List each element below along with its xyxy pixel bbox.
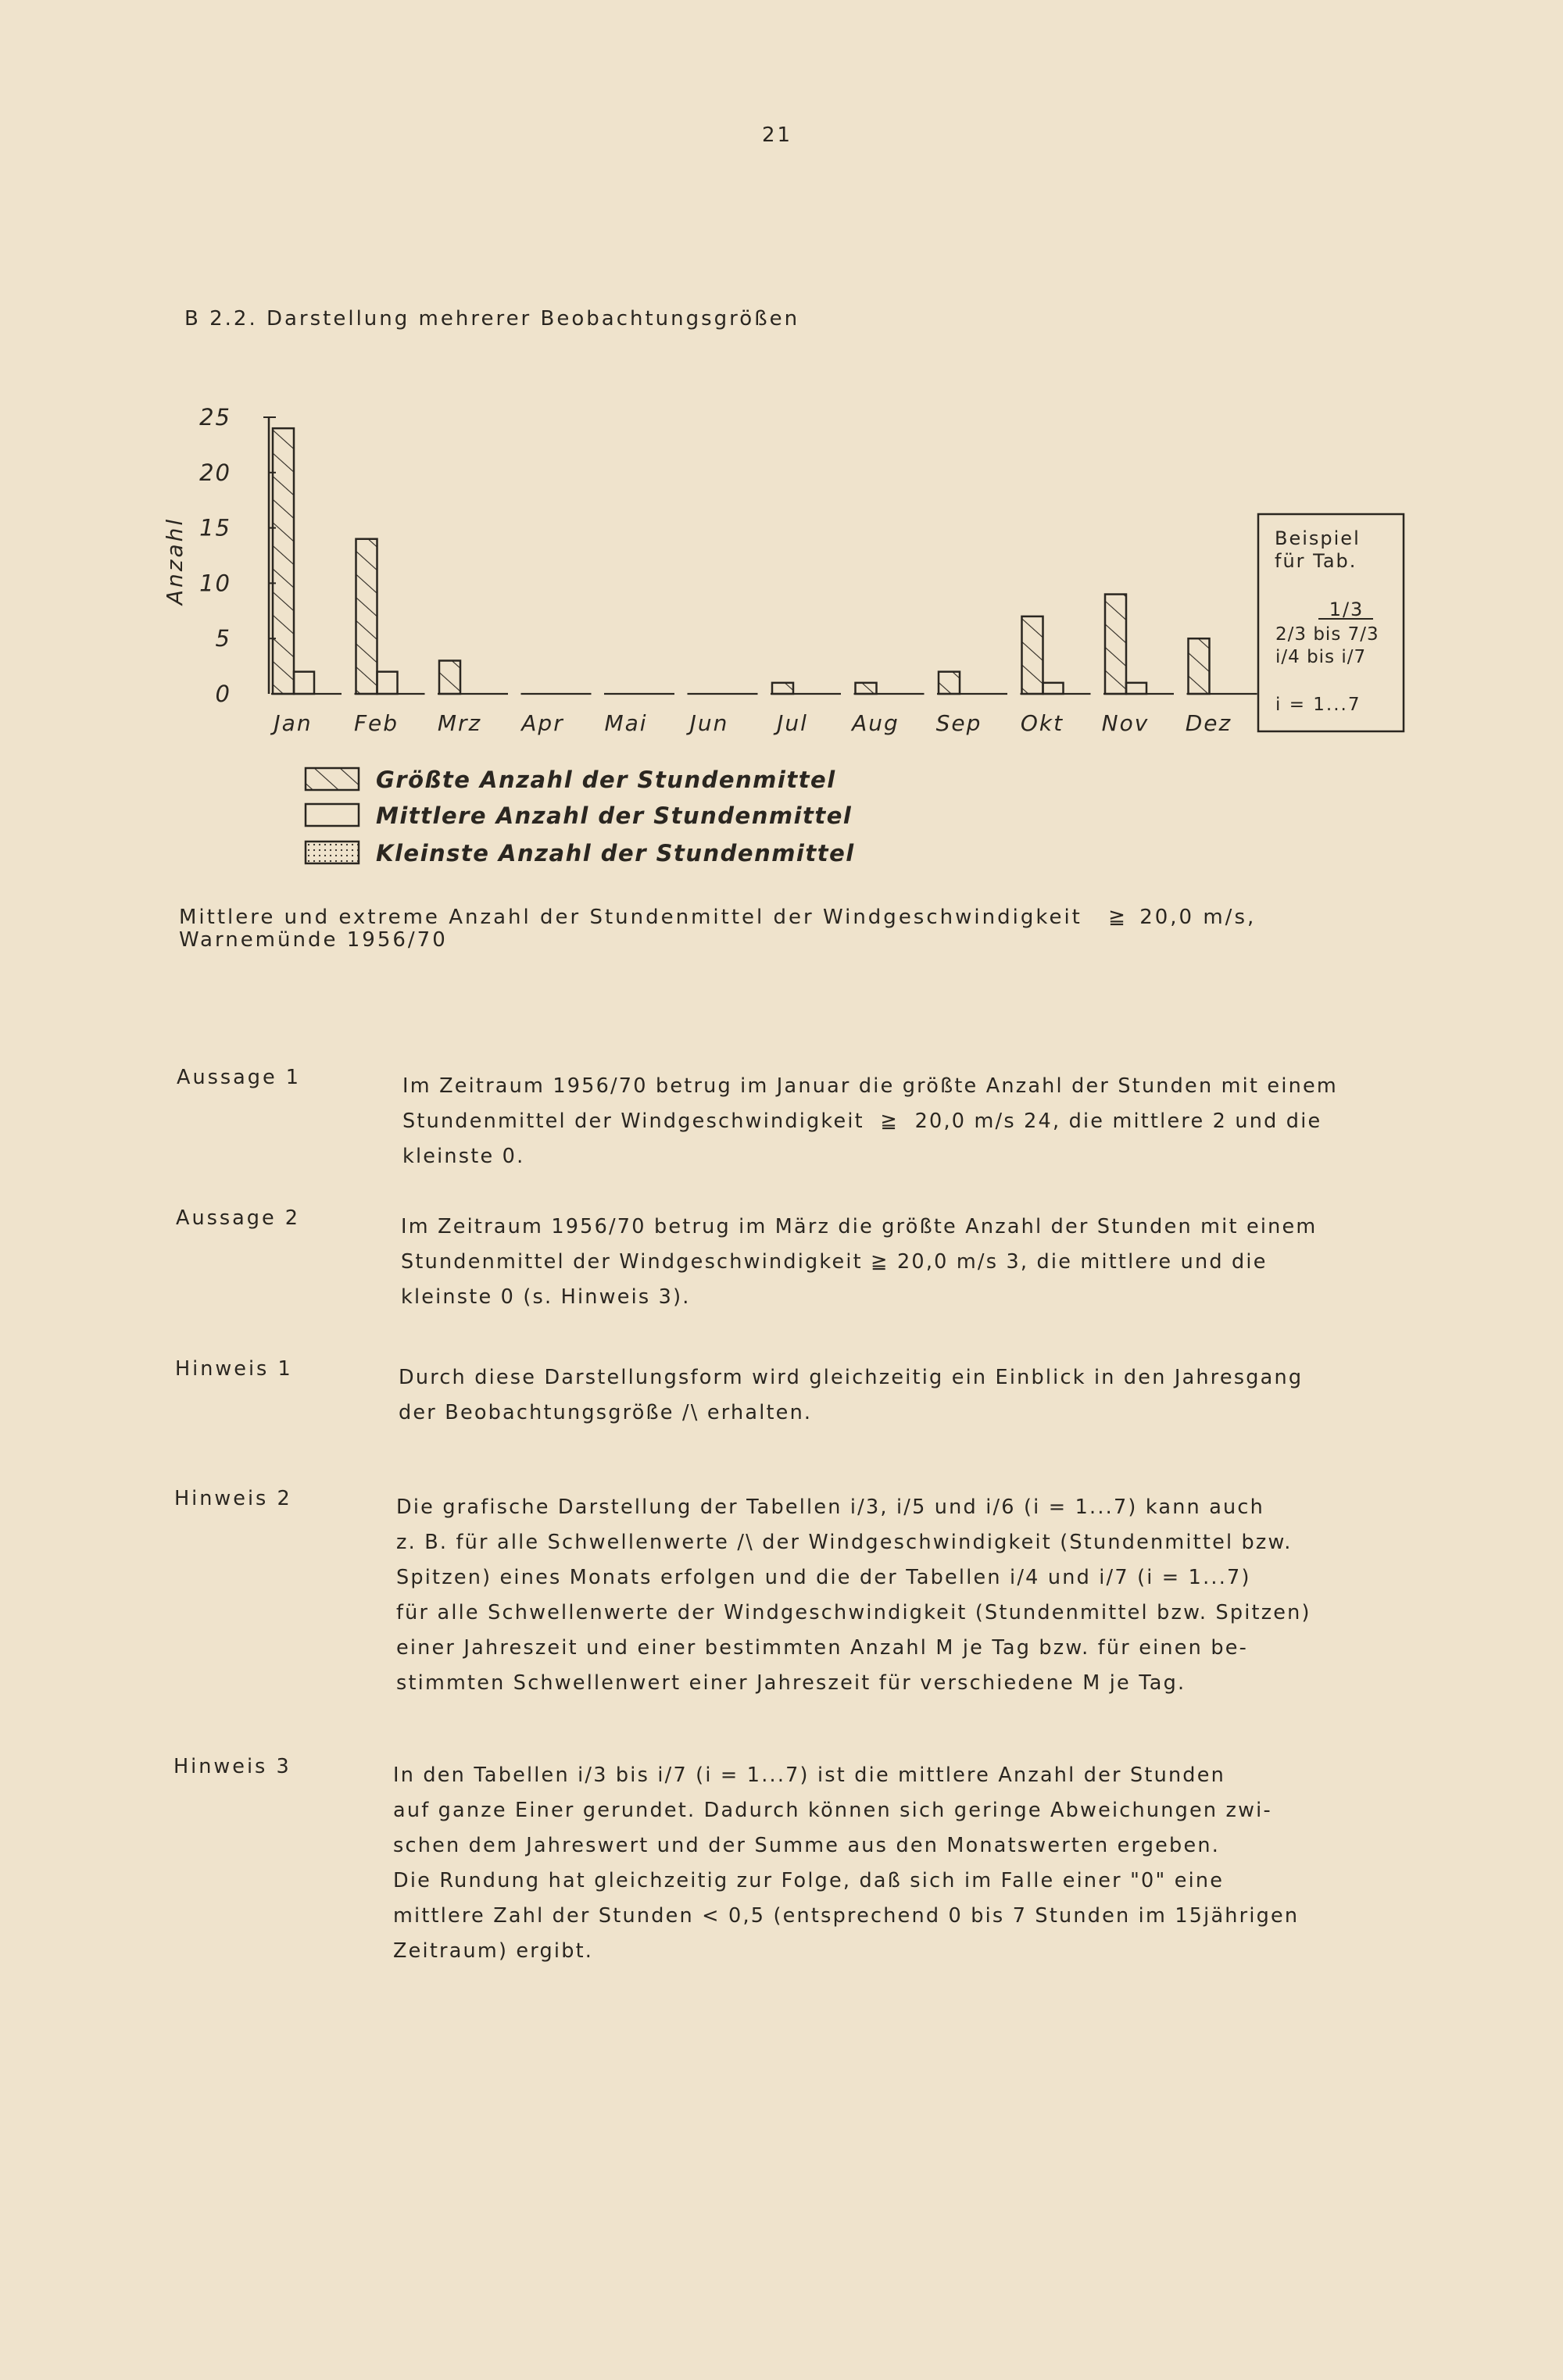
figure-caption-line-1 — [179, 906, 1256, 929]
x-tick-label: Jan — [274, 710, 313, 736]
item-text — [401, 1210, 1317, 1315]
item-text-line: Im Zeitraum 1956/70 betrug im Januar die größte Anzahl der Stunden mit einem — [402, 1074, 1338, 1098]
example-box-line: i/4 bis i/7 — [1275, 647, 1367, 667]
example-box-line: 1/3 — [1329, 599, 1364, 620]
bar-max-okt — [1022, 616, 1043, 694]
item-text-line: kleinste 0. — [402, 1145, 525, 1168]
bar-mean-okt — [1043, 683, 1064, 694]
example-box-line: Beispiel — [1275, 527, 1361, 549]
item-text-line: Die grafische Darstellung der Tabellen i/3, i/5 und i/6 (i = 1...7) kann auch — [396, 1496, 1264, 1519]
legend-swatch — [306, 768, 359, 790]
y-tick-label: 20 — [199, 459, 231, 486]
item-text-line: Durch diese Darstellungsform wird gleichzeitig ein Einblick in den Jahresgang — [399, 1366, 1304, 1389]
item-text-line: Spitzen) eines Monats erfolgen und die der Tabellen i/4 und i/7 (i = 1...7) — [396, 1566, 1251, 1589]
legend-swatch — [306, 842, 359, 863]
item-label: Hinweis 2 — [174, 1487, 292, 1510]
caption-text: Mittlere und extreme Anzahl der Stundenmittel der Windgeschwindigkeit — [179, 906, 1082, 929]
item-text — [402, 1069, 1338, 1174]
x-tick-label: Apr — [521, 710, 564, 736]
y-tick-label: 0 — [215, 681, 231, 707]
x-tick-label: Jul — [777, 710, 808, 736]
x-tick-label: Feb — [353, 710, 399, 736]
item-text-line: der Beobachtungsgröße /\ erhalten. — [399, 1401, 813, 1424]
example-box-line: 2/3 bis 7/3 — [1275, 624, 1379, 645]
y-tick-label: 5 — [215, 625, 231, 652]
x-tick-label: Mrz — [437, 710, 482, 736]
item-text — [396, 1490, 1311, 1701]
x-tick-label: Jun — [689, 710, 729, 736]
bar-mean-jan — [294, 672, 314, 694]
y-tick-label: 25 — [199, 404, 231, 431]
item-text-line: auf ganze Einer gerundet. Dadurch können sich geringe Abweichungen zwi- — [393, 1799, 1272, 1822]
item-text-line: Zeitraum) ergibt. — [393, 1939, 594, 1963]
legend-label: Größte Anzahl der Stundenmittel — [376, 767, 836, 793]
x-tick-label: Nov — [1101, 710, 1150, 736]
caption-value: 20,0 m/s, — [1139, 906, 1257, 929]
bar-max-nov — [1105, 595, 1126, 694]
x-tick-label: Aug — [852, 710, 900, 736]
y-tick-label: 15 — [199, 514, 231, 541]
item-text-line: z. B. für alle Schwellenwerte /\ der Windgeschwindigkeit (Stundenmittel bzw. — [396, 1531, 1293, 1554]
bar-max-mrz — [439, 661, 460, 694]
item-text-line: Stundenmittel der Windgeschwindigkeit ≧ 20,0 m/s 24, die mittlere 2 und die — [402, 1110, 1322, 1133]
legend-label: Kleinste Anzahl der Stundenmittel — [376, 840, 855, 867]
caption-operator: ≧ — [1108, 906, 1128, 929]
legend-swatch — [306, 804, 359, 826]
x-tick-label: Sep — [935, 710, 982, 736]
bar-mean-nov — [1126, 683, 1146, 694]
item-text-line: schen dem Jahreswert und der Summe aus den Monatswerten ergeben. — [393, 1834, 1221, 1857]
bar-max-aug — [856, 683, 877, 694]
section-heading: B 2.2. Darstellung mehrerer Beobachtungsgrößen — [184, 307, 800, 331]
bar-max-jan — [273, 428, 294, 694]
item-label: Hinweis 3 — [173, 1755, 291, 1778]
item-text-line: für alle Schwellenwerte der Windgeschwindigkeit (Stundenmittel bzw. Spitzen) — [396, 1601, 1311, 1624]
page-number: 21 — [762, 123, 793, 147]
y-tick-label: 10 — [199, 570, 231, 597]
example-box-line: für Tab. — [1275, 550, 1357, 572]
item-label: Aussage 1 — [177, 1066, 302, 1089]
item-label: Aussage 2 — [176, 1206, 301, 1230]
item-text-line: stimmten Schwellenwert einer Jahreszeit für verschiedene M je Tag. — [396, 1671, 1186, 1695]
x-tick-label: Dez — [1185, 710, 1232, 736]
item-text-line: Im Zeitraum 1956/70 betrug im März die größte Anzahl der Stunden mit einem — [401, 1215, 1318, 1238]
item-text — [399, 1360, 1303, 1431]
y-axis-title: Anzahl — [162, 516, 188, 606]
bar-mean-feb — [377, 672, 398, 694]
item-text-line: mittlere Zahl der Stunden < 0,5 (entsprechend 0 bis 7 Stunden im 15jährigen — [393, 1904, 1300, 1928]
bar-max-sep — [939, 672, 960, 694]
wind-hours-chart — [0, 391, 1563, 891]
x-tick-label: Okt — [1020, 710, 1064, 736]
bar-max-feb — [356, 539, 377, 694]
legend-label: Mittlere Anzahl der Stundenmittel — [376, 802, 853, 829]
item-text-line: In den Tabellen i/3 bis i/7 (i = 1...7) ist die mittlere Anzahl der Stunden — [393, 1764, 1225, 1787]
item-text-line: einer Jahreszeit und einer bestimmten Anzahl M je Tag bzw. für einen be- — [396, 1636, 1249, 1660]
item-text-line: kleinste 0 (s. Hinweis 3). — [401, 1285, 691, 1309]
item-label: Hinweis 1 — [175, 1357, 293, 1381]
item-text — [393, 1758, 1299, 1969]
figure-caption-line-2: Warnemünde 1956/70 — [179, 928, 448, 952]
item-text-line: Die Rundung hat gleichzeitig zur Folge, daß sich im Falle einer "0" eine — [393, 1869, 1225, 1892]
item-text-line: Stundenmittel der Windgeschwindigkeit ≧ 20,0 m/s 3, die mittlere und die — [401, 1250, 1268, 1274]
x-tick-label: Mai — [604, 710, 648, 736]
bar-max-dez — [1189, 638, 1210, 694]
example-box — [1258, 514, 1404, 731]
bar-max-jul — [772, 683, 793, 694]
example-box-line: i = 1...7 — [1275, 695, 1361, 715]
